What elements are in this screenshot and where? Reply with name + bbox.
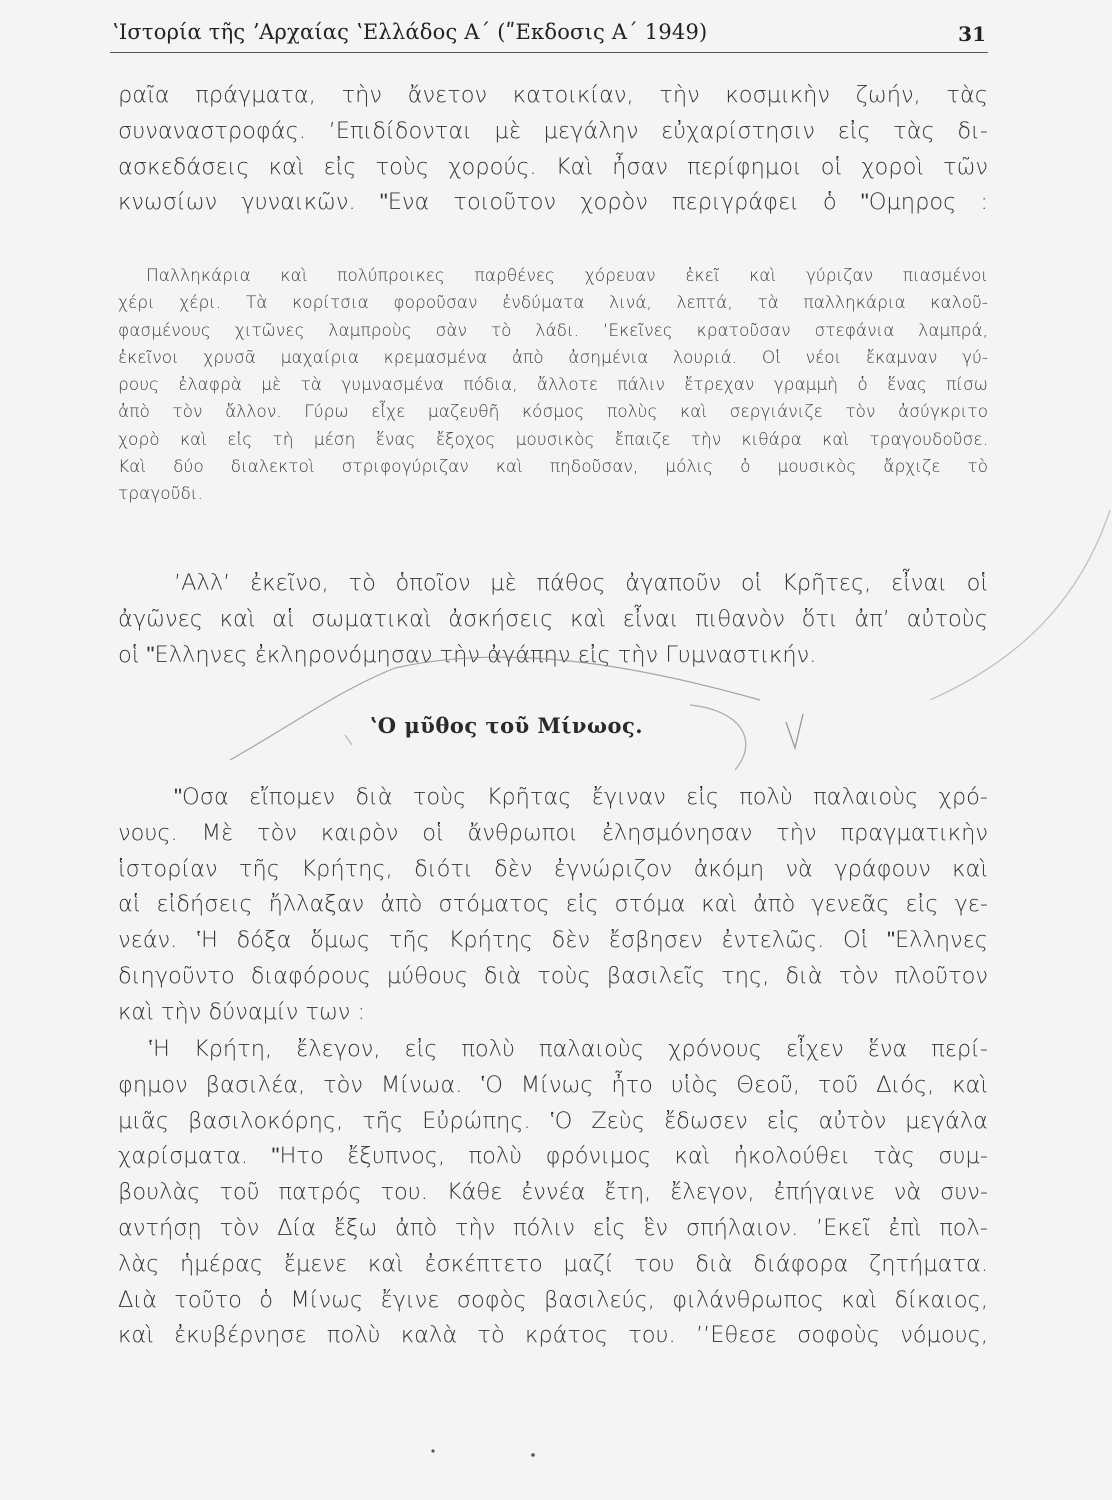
text-line: νεάν. ʽΗ δόξα ὅμως τῆς Κρήτης δὲν ἔσβησεν ἐντελῶς. Οἱ ʺΕλληνες [118,927,988,954]
text-line: αντήσῃ τὸν Δία ἔξω ἀπὸ τὴν πόλιν εἰς ἓν σπήλαιον. ʼΕκεῖ ἐπὶ πολ- [118,1214,988,1241]
running-title: ʽΙστορία τῆς ʼΑρχαίας ʽΕλλάδος Α΄ (ʺΕκδοσις Α΄ 1949) [112,20,708,44]
text-line: ραῖα πράγματα, τὴν ἄνετον κατοικίαν, τὴν κοσμικὴν ζωήν, τὰς [118,82,988,108]
quote-line: Καὶ δύο διαλεκτοὶ στριφογύριζαν καὶ πηδοῦσαν, μόλις ὁ μουσικὸς ἄρχιζε τὸ [118,457,988,478]
quote-line: φασμένους χιτῶνες λαμπροὺς σὰν τὸ λάδι. ʼΕκεῖνες κρατοῦσαν στεφάνια λαμπρά, [118,320,988,341]
ink-speck [531,1453,535,1457]
text-line: κνωσίων γυναικῶν. ʺΕνα τοιοῦτον χορὸν περιγράφει ὁ ʺΟμηρος : [118,189,988,216]
text-line: λὰς ἡμέρας ἔμενε καὶ ἐσκέπτετο μαζί του διὰ διάφορα ζητήματα. [118,1250,988,1277]
page-number: 31 [958,22,986,46]
text-line: φημον βασιλέα, τὸν Μίνωα. ʽΟ Μίνως ἦτο υἱὸς Θεοῦ, τοῦ Διός, καὶ [118,1071,988,1098]
ink-speck [431,1449,434,1452]
quote-line: τραγοῦδι. [118,484,203,505]
text-line: βουλὰς τοῦ πατρός του. Κάθε ἐννέα ἔτη, ἔλεγον, ἐπήγαινε νὰ συν- [118,1179,988,1206]
text-line: καὶ ἐκυβέρνησε πολὺ καλὰ τὸ κράτος του. ʼʼΕθεσε σοφοὺς νόμους, [118,1322,988,1349]
text-line: καὶ τὴν δύναμίν των : [118,998,366,1025]
quote-line: ἀπὸ τὸν ἄλλον. Γύρω εἶχε μαζευθῆ κόσμος πολὺς καὶ σεργιάνιζε τὸν ἀσύγκριτο [118,402,988,423]
section-heading: ʽΟ μῦθος τοῦ Μίνωος. [370,713,644,738]
quote-line: ρους ἐλαφρὰ μὲ τὰ γυμνασμένα πόδια, ἄλλοτε πάλιν ἔτρεχαν γραμμὴ ὁ ἕνας πίσω [118,375,988,396]
text-line: αἱ εἰδήσεις ἤλλαξαν ἀπὸ στόματος εἰς στόμα καὶ ἀπὸ γενεᾶς εἰς γε- [118,891,988,918]
text-line: Διὰ τοῦτο ὁ Μίνως ἔγινε σοφὸς βασιλεύς, φιλάνθρωπος καὶ δίκαιος, [118,1286,988,1313]
pencil-curve-mark [230,657,760,760]
pencil-margin-line [930,510,1110,700]
text-line: χαρίσματα. ʺΗτο ἔξυπνος, πολὺ φρόνιμος καὶ ἠκολούθει τὰς συμ- [118,1143,988,1170]
text-line: ʺΟσα εἴπομεν διὰ τοὺς Κρῆτας ἔγιναν εἰς πολὺ παλαιοὺς χρό- [174,784,988,810]
text-line: οἱ ʺΕλληνες ἐκληρονόμησαν τὴν ἀγάπην εἰς τὴν Γυμναστικήν. [118,641,817,668]
pencil-swoosh-mark [690,705,746,770]
text-line: ἱστορίαν τῆς Κρήτης, διότι δὲν ἐγνώριζον ἀκόμη νὰ γράφουν καὶ [118,855,988,882]
quote-line: χέρι χέρι. Τὰ κορίτσια φοροῦσαν ἐνδύματα λινά, λεπτά, τὰ παλληκάρια καλοῦ- [118,293,988,314]
quote-line: χορὸ καὶ εἰς τὴ μέση ἕνας ἔξοχος μουσικὸς ἔπαιζε τὴν κιθάρα καὶ τραγουδοῦσε. [118,429,988,450]
pencil-small-stroke [345,735,352,745]
text-line: ασκεδάσεις καὶ εἰς τοὺς χορούς. Καὶ ἦσαν περίφημοι οἱ χοροὶ τῶν [118,153,988,180]
text-line: ʽΗ Κρήτη, ἔλεγον, εἰς πολὺ παλαιοὺς χρόνους εἶχεν ἕνα περί- [148,1036,988,1062]
quote-line: ἐκεῖνοι χρυσᾶ μαχαίρια κρεμασμένα ἀπὸ ἀσημένια λουριά. Οἱ νέοι ἔκαμναν γύ- [118,347,988,368]
text-line: διηγοῦντο διαφόρους μύθους διὰ τοὺς βασιλεῖς της, διὰ τὸν πλοῦτον [118,962,988,989]
text-line: συναναστροφάς. ʼΕπιδίδονται μὲ μεγάλην εὐχαρίστησιν εἰς τὰς δι- [118,117,988,144]
text-line: ἀγῶνες καὶ αἱ σωματικαὶ ἀσκήσεις καὶ εἶναι πιθανὸν ὅτι ἀπʼ αὐτοὺς [118,605,988,632]
text-line: νους. Μὲ τὸν καιρὸν οἱ ἄνθρωποι ἐλησμόνησαν τὴν πραγματικὴν [118,819,988,846]
pencil-tick-mark [786,714,803,748]
text-line: ʼΑλλʼ ἐκεῖνο, τὸ ὁποῖον μὲ πάθος ἀγαποῦν οἱ Κρῆτες, εἶναι οἱ [174,570,988,596]
quote-line: Παλληκάρια καὶ πολύπροικες παρθένες χόρευαν ἐκεῖ καὶ γύριζαν πιασμένοι [146,266,988,286]
text-line: μιᾶς βασιλοκόρης, τῆς Εὐρώπης. ʽΟ Ζεὺς ἔδωσεν εἰς αὐτὸν μεγάλα [118,1107,988,1134]
